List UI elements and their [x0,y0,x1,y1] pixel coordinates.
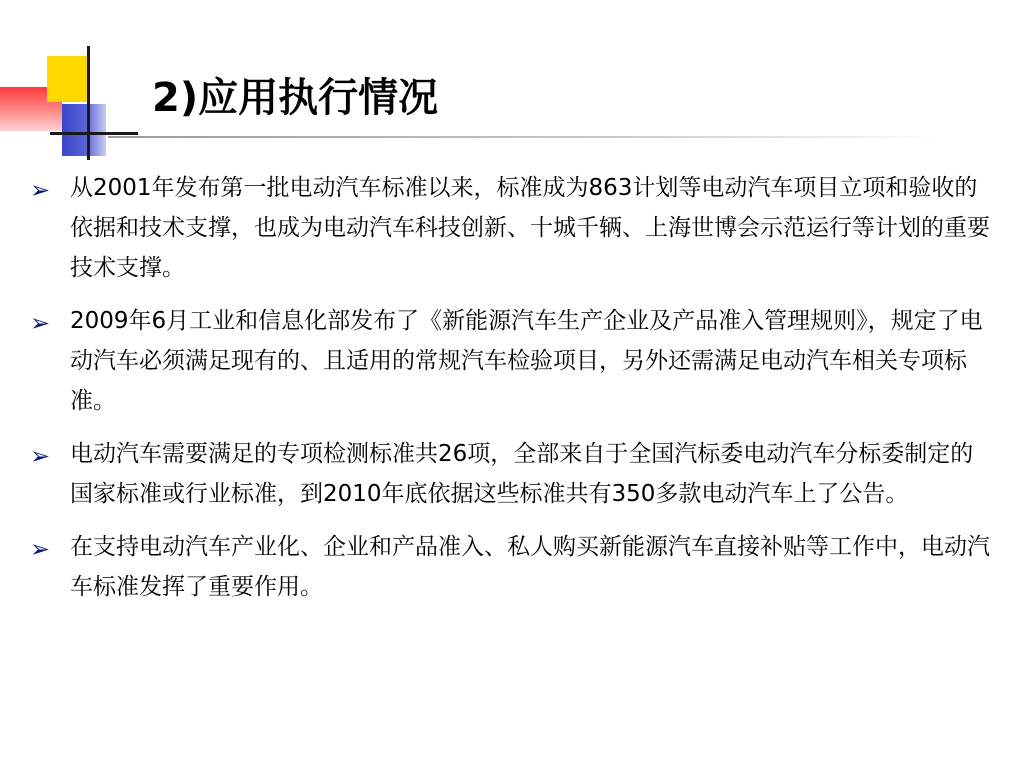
decorative-logo [0,0,140,170]
arrow-right-icon: ➢ [30,309,51,337]
arrow-right-icon: ➢ [30,442,51,470]
bullet-item-3 [26,434,996,514]
bullet-item-1 [26,168,996,288]
bullet-text-4: 在支持电动汽车产业化、企业和产品准入、私人购买新能源汽车直接补贴等工作中，电动汽车标准发挥了重要作用。 [70,534,990,600]
bullet-text-3: 电动汽车需要满足的专项检测标准共26项，全部来自于全国汽标委电动汽车分标委制定的国家标准或行业标准，到2010年底依据这些标准共有350多款电动汽车上了公告。 [70,441,974,507]
bullet-item-4 [26,527,996,607]
vertical-line [87,46,90,160]
title-underline [108,136,948,138]
slide-title: 2)应用执行情况 [152,75,439,121]
arrow-right-icon: ➢ [30,535,51,563]
bullet-text-2: 2009年6月工业和信息化部发布了《新能源汽车生产企业及产品准入管理规则》，规定了电动汽车必须满足现有的、且适用的常规汽车检验项目，另外还需满足电动汽车相关专项标准。 [70,308,983,414]
arrow-right-icon: ➢ [30,176,51,204]
blue-square [62,104,106,156]
bullet-item-2 [26,301,996,421]
bullet-list [26,168,996,620]
bullet-text-1: 从2001年发布第一批电动汽车标准以来，标准成为863计划等电动汽车项目立项和验收的依据和技术支撑，也成为电动汽车科技创新、十城千辆、上海世博会示范运行等计划的重要技术支撑。 [70,175,990,281]
yellow-square [47,56,89,102]
horizontal-line [50,132,138,135]
